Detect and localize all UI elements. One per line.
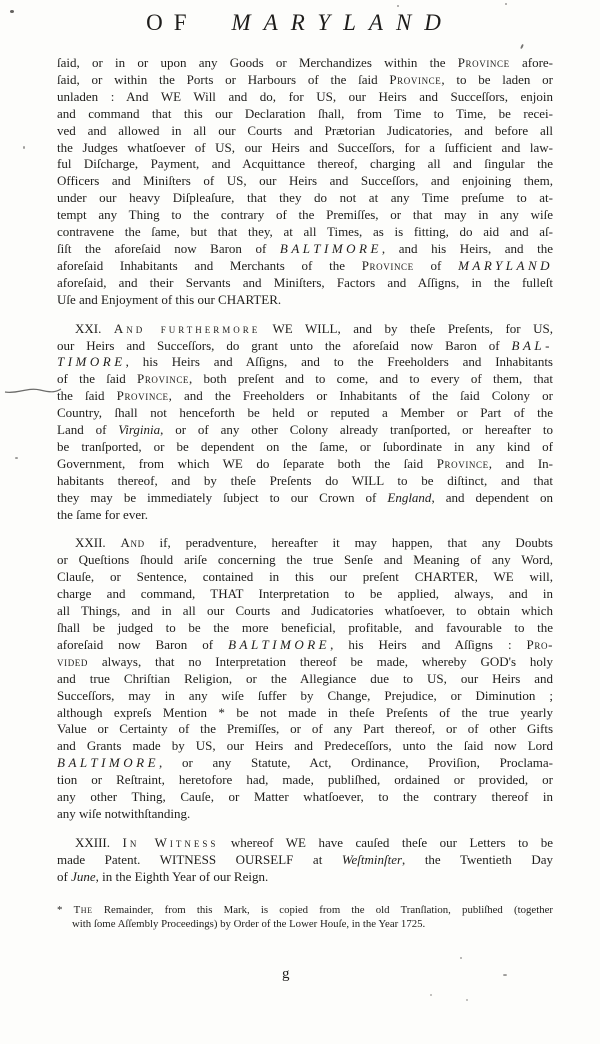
text-segment: vided: [57, 653, 88, 669]
text-line: [57, 507, 553, 524]
text-segment: Country, ſhall not henceforth be held or reputed a Member or Part of the: [57, 405, 553, 421]
text-line: [57, 835, 553, 852]
text-line: [57, 869, 553, 886]
text-segment: Government, from which WE do ſeparate both the ſaid: [57, 455, 437, 471]
text-segment: Clauſe, or Sentence, contained in this our preſent CHARTER, WE will,: [57, 569, 553, 585]
text-segment: ſiſt the aforeſaid now Baron of: [57, 240, 280, 256]
text-segment: TIMORE: [57, 354, 126, 370]
text-segment: June: [71, 868, 96, 884]
paragraph-section-xxii: [57, 535, 553, 822]
signature-mark: g: [282, 966, 290, 982]
text-line: [57, 89, 553, 106]
text-line: [57, 292, 553, 309]
text-segment: The: [73, 903, 93, 916]
text-segment: BALTIMORE: [279, 240, 382, 256]
text-segment: habitants thereof, and by theſe Preſents do WILL to be diſtinct, and that: [57, 472, 553, 488]
text-segment: , and In-: [488, 455, 553, 471]
text-line: [57, 241, 553, 258]
text-segment: whereof WE have cauſed theſe our Letters to be: [218, 834, 553, 850]
text-segment: BALTIMORE: [57, 755, 160, 771]
text-segment: ſhall be judged to be the more beneficial, profitable, and favourable to the: [57, 620, 553, 635]
margin-stroke-mark: [4, 383, 62, 399]
text-segment: , both preſent and to come, and to every of them, that: [189, 371, 553, 387]
text-line: [57, 275, 553, 292]
text-segment: XXI.: [75, 320, 114, 336]
text-segment: aforeſaid now Baron of: [57, 636, 229, 652]
scan-speck: [466, 999, 468, 1001]
text-line: [57, 654, 553, 671]
text-line: [57, 755, 553, 772]
text-segment: In Witness: [122, 834, 219, 850]
text-line: [57, 422, 553, 439]
text-segment: ved and allowed in all our Courts and Prætorian Judicatories, and before all: [57, 122, 553, 138]
scan-speck: [430, 994, 432, 996]
text-segment: BALTIMORE: [228, 636, 331, 652]
text-segment: Province: [389, 71, 442, 87]
text-line: [57, 371, 553, 388]
text-segment: , or any Statute, Act, Ordinance, Proviſion, Proclama-: [159, 755, 553, 771]
text-segment: , or of any other Colony already tranſported, or hereafter to: [160, 422, 553, 438]
text-segment: England: [387, 489, 432, 505]
text-segment: XXIII.: [75, 834, 123, 850]
text-segment: of the ſaid: [57, 371, 137, 387]
text-segment: if, peradventure, hereafter it may happen, that any Doubts: [144, 535, 553, 551]
paragraphs-container: [57, 55, 553, 886]
text-segment: tion or Reſtraint, heretofore had, made, publiſhed, ordained or provided, or: [57, 772, 553, 788]
text-line: [57, 173, 553, 190]
text-line: [57, 439, 553, 456]
text-segment: ſaid, or in or upon any Goods or Merchandizes within the: [57, 55, 458, 70]
text-segment: under our heavy Diſpleaſure, that they do not at any Time preſume to at-: [57, 190, 553, 206]
text-segment: Land of: [57, 422, 119, 438]
text-line: [57, 569, 553, 586]
text-segment: tempt any Thing to the contrary of the Premiſſes, or that may in any wiſe: [57, 207, 553, 223]
text-line: [57, 789, 553, 806]
main-text-block: [57, 55, 553, 932]
text-line: [57, 338, 553, 355]
text-segment: , his Heirs and Aſſigns, and to the Freeholders and Inhabitants: [125, 354, 553, 370]
text-segment: And furthermore: [113, 320, 261, 336]
text-segment: , his Heirs and Aſſigns :: [330, 636, 527, 652]
text-segment: *: [57, 903, 74, 916]
text-line: [57, 490, 553, 507]
running-head-maryland: MARYLAND: [231, 10, 454, 35]
text-segment: Pro-: [526, 636, 553, 652]
text-segment: made Patent. WITNESS OURSELF at: [57, 851, 342, 867]
text-line: [57, 917, 553, 932]
text-segment: the ſame for ever.: [57, 506, 148, 522]
text-line: [57, 321, 553, 338]
text-line: [57, 190, 553, 207]
scan-speck: [23, 146, 25, 149]
text-segment: contravene the ſame, but that they, at all Times, as is fitting, do aid and aſ-: [57, 224, 553, 240]
text-segment: ful Diſcharge, Payment, and Acquittance thereof, charging all and ſingular the: [57, 156, 553, 172]
text-segment: although expreſs Mention * be not made in theſe Preſents of the true yearly: [57, 704, 553, 720]
text-segment: Weſtminſter: [341, 851, 403, 867]
text-line: [57, 586, 553, 603]
text-segment: aforeſaid, and their Servants and Miniſters, Factors and Aſſigns, in the fulleſt: [57, 274, 553, 290]
text-line: [57, 106, 553, 123]
text-segment: the ſaid: [57, 388, 117, 404]
text-line: [57, 456, 553, 473]
text-segment: of: [57, 868, 72, 884]
text-segment: Remainder, from this Mark, is copied from the old Tranſlation, publiſhed (together: [92, 903, 553, 916]
text-segment: they may be immediately ſubject to our Crown of: [57, 489, 388, 505]
text-line: [57, 772, 553, 789]
text-segment: WE WILL, and by theſe Preſents, for US,: [260, 320, 554, 336]
text-segment: , and his Heirs, and the: [381, 240, 553, 256]
text-segment: of: [413, 257, 459, 273]
text-segment: any wiſe notwithſtanding.: [57, 805, 191, 821]
text-segment: , to be laden or: [441, 71, 553, 87]
scan-speck: [460, 957, 462, 959]
text-line: [57, 156, 553, 173]
text-line: [57, 123, 553, 140]
text-line: [57, 852, 553, 869]
text-segment: the Judges whatſoever of US, our Heirs and Succeſſors, for a ſufficient and law-: [57, 139, 553, 155]
paragraph-charter-continuation: [57, 55, 553, 309]
text-segment: aforeſaid Inhabitants and Merchants of the: [57, 257, 362, 273]
text-line: [57, 806, 553, 823]
text-line: [57, 903, 553, 918]
text-segment: and command that this our Declaration ſhall, from Time to Time, be recei-: [57, 105, 553, 121]
text-segment: Province: [457, 55, 510, 70]
text-segment: Province: [361, 257, 414, 273]
text-line: [57, 671, 553, 688]
text-segment: Officers and Miniſters of US, our Heirs and Succeſſors, and enjoining them,: [57, 173, 553, 189]
text-segment: MARYLAND: [458, 257, 553, 273]
text-line: [57, 620, 553, 637]
scan-speck: [503, 974, 507, 976]
text-segment: Province: [116, 388, 169, 404]
text-segment: Succeſſors, may in any wiſe ſuffer by Change, Prejudice, or Diminution ;: [57, 687, 553, 703]
text-line: [57, 738, 553, 755]
text-line: [57, 207, 553, 224]
scan-speck: [15, 457, 18, 459]
scan-speck: [520, 44, 524, 49]
text-line: [57, 552, 553, 569]
text-segment: Province: [436, 455, 489, 471]
text-segment: , the Twentieth Day: [402, 851, 553, 867]
text-segment: Uſe and Enjoyment of this our CHARTER.: [57, 291, 282, 307]
text-segment: BAL-: [511, 337, 553, 353]
text-segment: XXII.: [75, 535, 121, 551]
text-segment: and Grants made by US, our Heirs and Predeceſſors, unto the ſaid now Lord: [57, 738, 553, 754]
running-head: [0, 10, 600, 36]
text-segment: And: [120, 535, 145, 551]
text-segment: Virginia: [118, 422, 161, 438]
text-line: [57, 72, 553, 89]
text-line: [57, 473, 553, 490]
text-segment: always, that no Interpretation thereof be made, whereby GOD's holy: [88, 653, 553, 669]
text-segment: with ſome Aſſembly Proceedings) by Order of the Lower Houſe, in the Year 1725.: [72, 918, 426, 931]
footnote: [57, 903, 553, 932]
text-line: [57, 258, 553, 275]
text-segment: and true Chriſtian Religion, or the Allegiance due to US, our Heirs and: [57, 670, 553, 686]
text-segment: ſaid, or within the Ports or Harbours of the ſaid: [57, 71, 390, 87]
text-line: [57, 637, 553, 654]
text-segment: afore-: [509, 55, 553, 70]
text-line: [57, 705, 553, 722]
paragraph-section-xxi: [57, 321, 553, 524]
text-line: [57, 140, 553, 157]
text-line: [57, 405, 553, 422]
text-line: [57, 388, 553, 405]
scan-speck: [397, 5, 399, 7]
text-segment: charge and command, THAT Interpretation to be applied, always, and in: [57, 586, 553, 602]
text-line: [57, 535, 553, 552]
text-segment: unladen : And WE Will and do, for US, our Heirs and Succeſſors, enjoin: [57, 88, 553, 104]
text-segment: , and the Freeholders or Inhabitants of the ſaid Colony or: [168, 388, 553, 404]
scan-speck: [10, 10, 14, 13]
text-segment: be tranſported, or be dependent on the ſame, or ſubordinate in any kind of: [57, 438, 553, 454]
text-line: [57, 354, 553, 371]
running-head-of: OF: [146, 10, 198, 35]
text-segment: all Things, and in all our Courts and Judicatories whatſoever, to obtain which: [57, 603, 553, 619]
text-line: [57, 55, 553, 72]
text-line: [57, 721, 553, 738]
text-segment: or Queſtions ſhould ariſe concerning the true Senſe and Meaning of any Word,: [57, 552, 553, 568]
text-segment: , in the Eighth Year of our Reign.: [95, 868, 269, 884]
text-segment: any other Thing, Cauſe, or Matter whatſoever, to the contrary thereof in: [57, 789, 553, 805]
text-line: [57, 603, 553, 620]
text-line: [57, 224, 553, 241]
text-segment: Value or Certainty of the Premiſſes, or of any Part thereof, or of other Gifts: [57, 721, 553, 737]
paragraph-section-xxiii: [57, 835, 553, 886]
text-line: [57, 688, 553, 705]
text-segment: Province: [137, 371, 190, 387]
text-segment: , and dependent on: [431, 489, 553, 505]
scan-speck: [505, 3, 507, 5]
text-segment: our Heirs and Succeſſors, do grant unto the aforeſaid now Baron of: [57, 337, 512, 353]
